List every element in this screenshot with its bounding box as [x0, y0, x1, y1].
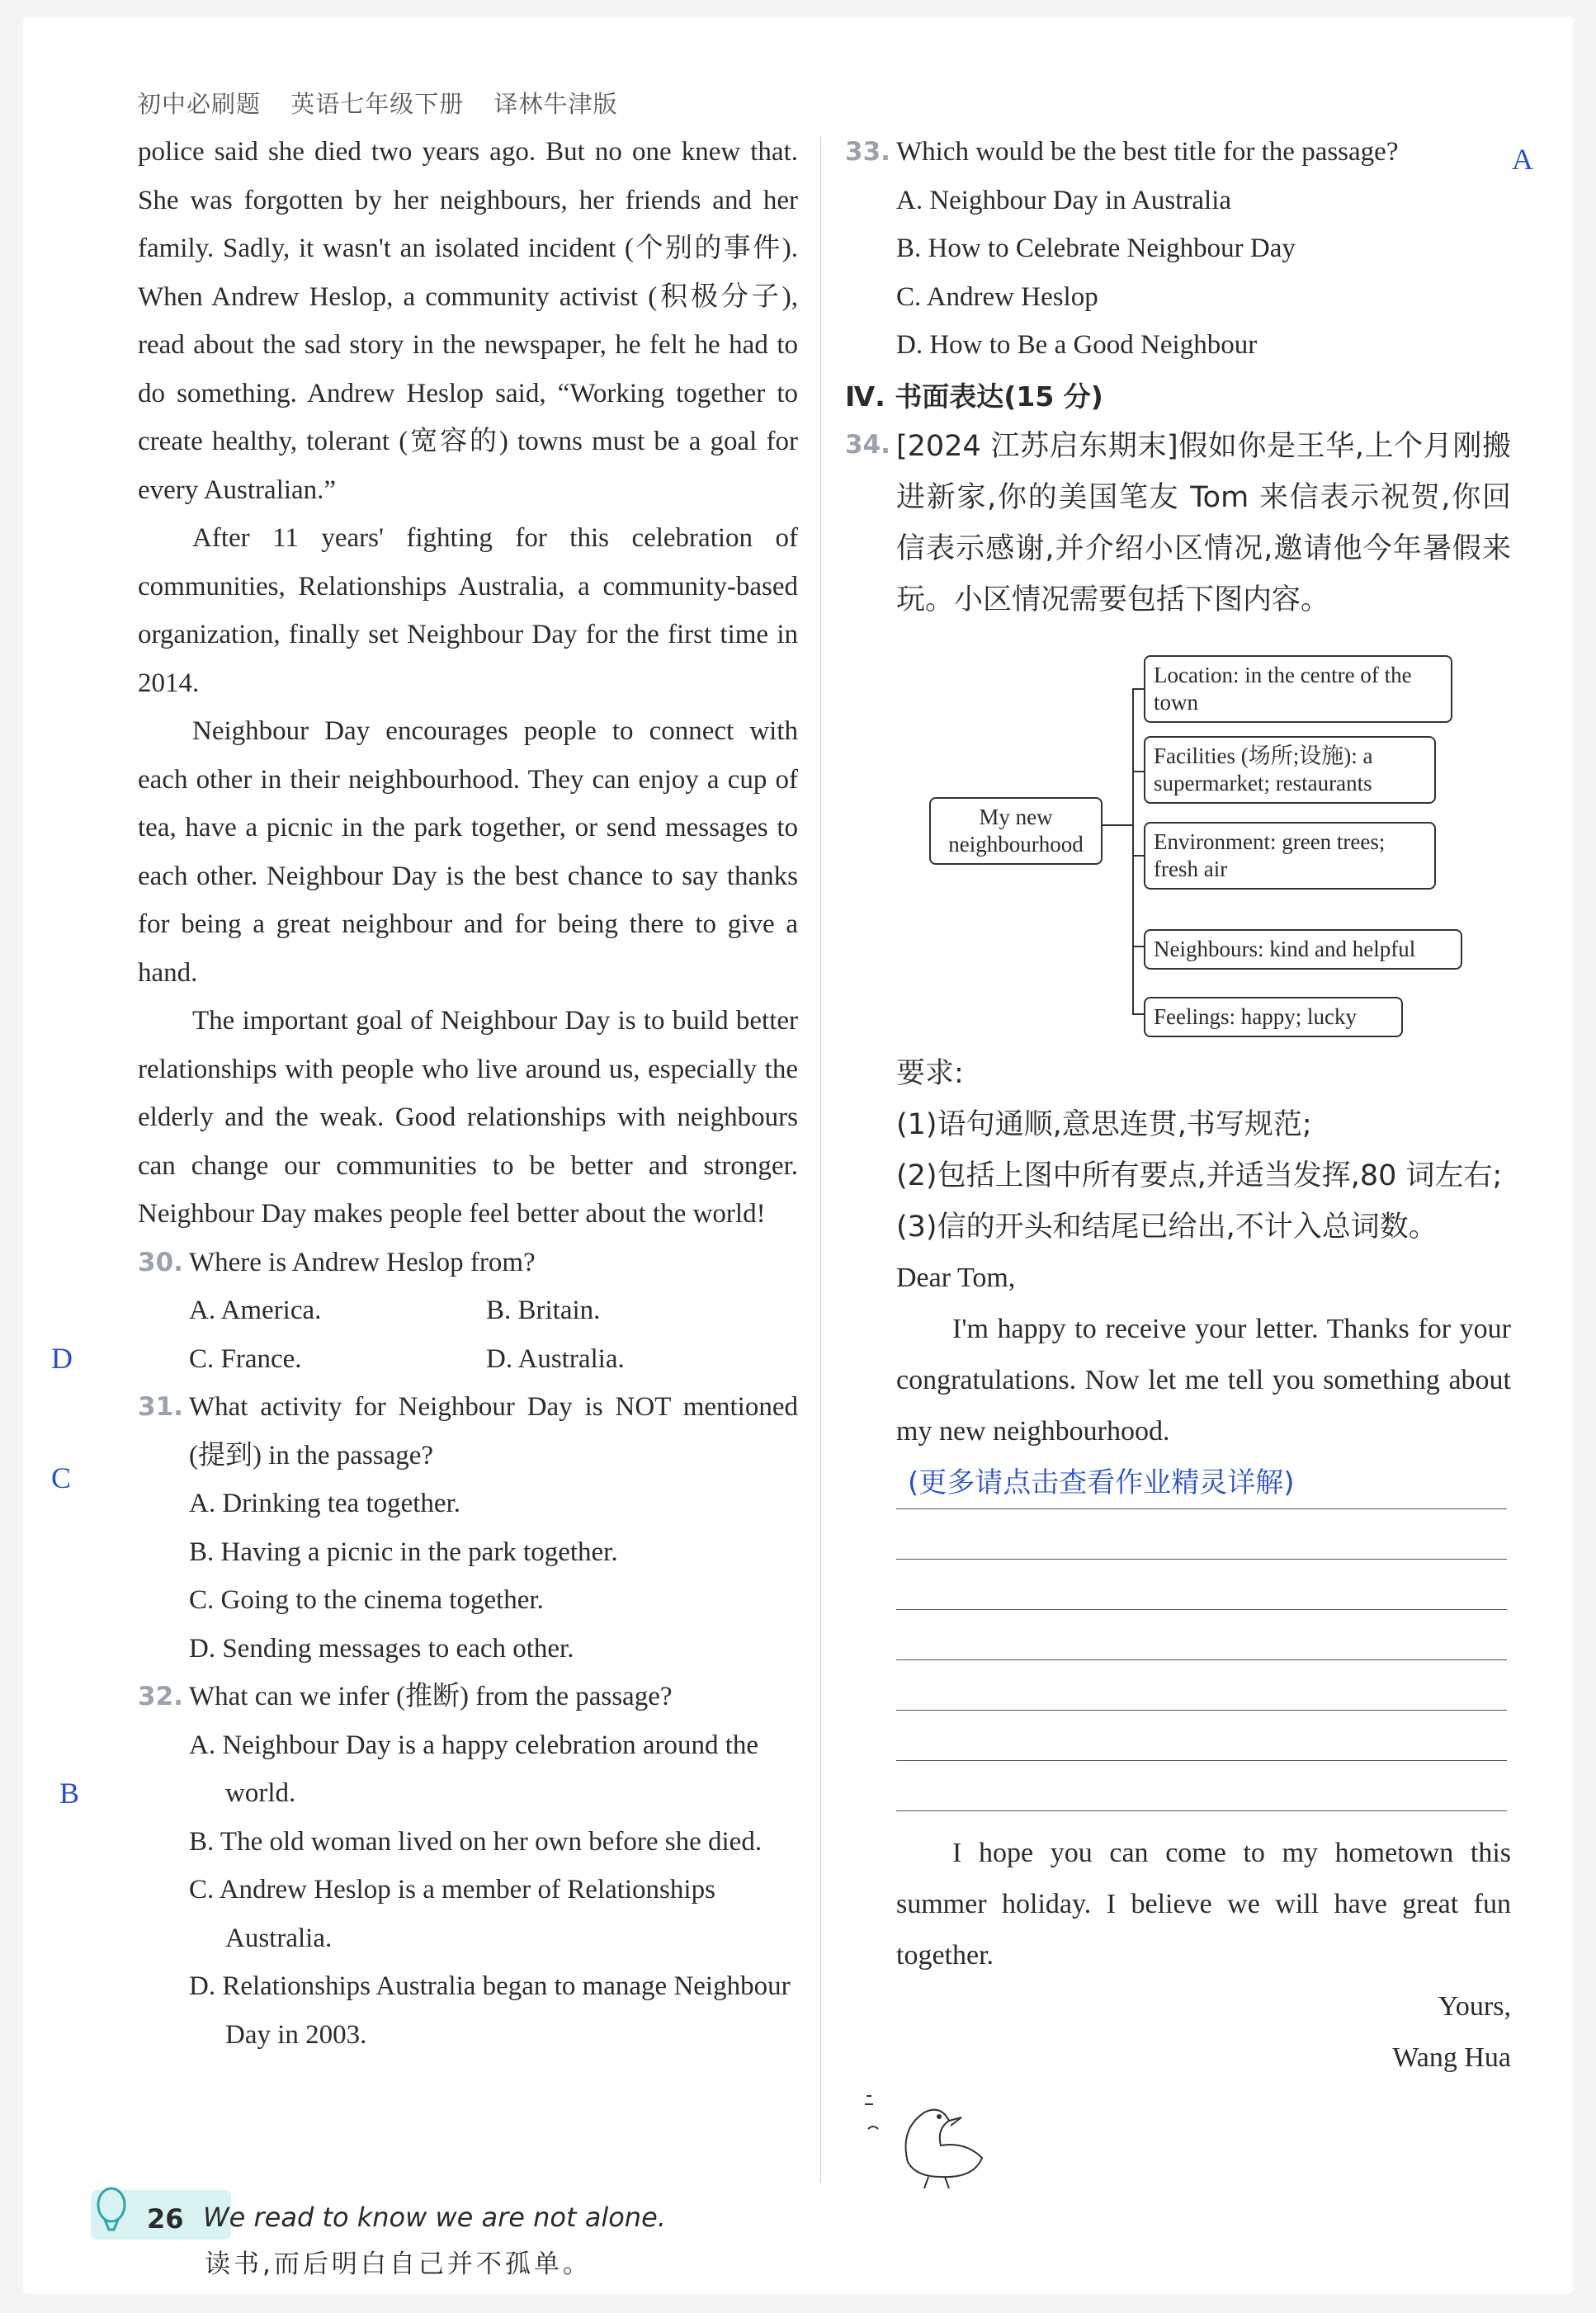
option-c: C. Andrew Heslop is a member of Relationships Australia.: [189, 1875, 715, 1953]
mindmap-feelings: Feelings: happy; lucky: [1144, 997, 1403, 1037]
header-edition: 译林牛津版: [493, 90, 618, 118]
question-number: 32.: [138, 1682, 183, 1711]
option-a: A. Neighbour Day in Australia: [896, 185, 1232, 215]
writing-line[interactable]: [896, 1810, 1507, 1811]
header-book: 英语七年级下册: [290, 90, 465, 118]
writing-line[interactable]: [896, 1508, 1507, 1509]
requirement-3: (3)信的开头和结尾已给出,不计入总词数。: [896, 1211, 1438, 1244]
writing-line[interactable]: [896, 1710, 1507, 1711]
balloon-icon: [92, 2187, 130, 2236]
question-33: [845, 128, 1511, 177]
right-column: [845, 128, 1511, 2084]
options-row: [189, 1286, 798, 1335]
page-header: [137, 86, 639, 120]
letter-closing: I hope you can come to my hometown this summer holiday. I believe we will have great fun together.: [896, 1838, 1511, 1971]
question-text: What activity for Neighbour Day is NOT mentioned (提到) in the passage?: [189, 1392, 798, 1470]
answer-30: D: [51, 1342, 73, 1375]
option-b: B. Having a picnic in the park together.: [189, 1536, 618, 1567]
letter-signoff: Yours,: [1438, 1991, 1511, 2022]
question-34: [845, 421, 1511, 625]
answer-31: C: [51, 1461, 72, 1494]
question-number: 30.: [138, 1247, 183, 1277]
option-b: B. The old woman lived on her own before she died.: [189, 1826, 763, 1857]
requirement-1: (1)语句通顺,意思连贯,书写规范;: [896, 1108, 1312, 1141]
letter-greeting: Dear Tom,: [896, 1263, 1016, 1293]
letter-signature: Wang Hua: [1392, 2042, 1511, 2073]
letter-opening: I'm happy to receive your letter. Thanks for your congratulations. Now let me tell you something about my new neighbourhood.: [896, 1314, 1511, 1447]
mindmap-facilities: Facilities (场所;设施): a supermarket; restaurants: [1144, 736, 1436, 804]
option-d: D. Sending messages to each other.: [189, 1633, 574, 1664]
footer-quote-cn: 读书,而后明白自己并不孤单。: [205, 2249, 592, 2279]
mindmap-location: Location: in the centre of the town: [1144, 655, 1452, 723]
requirements-title: 要求:: [896, 1057, 964, 1090]
section-title: Ⅳ. 书面表达(15 分): [845, 380, 1103, 413]
writing-line[interactable]: [896, 1559, 1507, 1560]
option-c: C. Going to the cinema together.: [189, 1585, 544, 1615]
answer-33: A: [1512, 143, 1533, 176]
question-text: Which would be the best title for the passage?: [896, 137, 1399, 167]
option-b: B. Britain.: [486, 1296, 601, 1325]
option-c: C. Andrew Heslop: [896, 281, 1098, 312]
writing-line[interactable]: [896, 1760, 1507, 1761]
option-a: A. America.: [189, 1296, 322, 1325]
question-number: 31.: [138, 1392, 183, 1422]
column-divider: [820, 136, 821, 2183]
question-number: 33.: [845, 137, 890, 167]
question-text: [2024 江苏启东期末]假如你是王华,上个月刚搬进新家,你的美国笔友 Tom 来信表示祝贺,你回信表示感谢,并介绍小区情况,邀请他今年暑假来玩。小区情况需要包括下图内容。: [896, 430, 1511, 616]
mindmap: [896, 640, 1511, 1028]
footer-quote-en: We read to know we are not alone.: [203, 2202, 666, 2233]
passage-paragraph-1: police said she died two years ago. But no one knew that. She was forgotten by her neighbours, her friends and her family. Sadly, it wasn't an isolated incident (个别的事件). When Andrew Heslop, a community activist (积极分子), read about the sad story in the newspaper, he felt he had to do something. Andrew Heslop said, “Working together to create healthy, tolerant (宽容的) towns must be a goal for every Australian.”: [138, 137, 798, 505]
option-b: B. How to Celebrate Neighbour Day: [896, 234, 1296, 263]
question-32: [138, 1673, 798, 1721]
answer-32: B: [59, 1777, 80, 1810]
requirement-2: (2)包括上图中所有要点,并适当发挥,80 词左右;: [896, 1159, 1503, 1192]
question-30: [138, 1239, 798, 1287]
option-d: D. How to Be a Good Neighbour: [896, 330, 1258, 360]
options-row: [189, 1335, 798, 1384]
mindmap-center: My new neighbourhood: [929, 797, 1103, 865]
writing-line[interactable]: [896, 1659, 1507, 1660]
header-series: 初中必刷题: [137, 90, 262, 118]
passage-paragraph-3: Neighbour Day encourages people to connect with each other in their neighbourhood. They can enjoy a cup of tea, have a picnic in the park together, or send messages to each other. Neighbour Day is the best chance to say thanks for being a great neighbour and for being there to give a hand.: [138, 716, 798, 988]
answer-detail-link[interactable]: (更多请点击查看作业精灵详解): [908, 1466, 1295, 1499]
option-d: D. Relationships Australia began to manage Neighbour Day in 2003.: [189, 1971, 791, 2050]
option-a: A. Drinking tea together.: [189, 1489, 461, 1518]
option-c: C. France.: [189, 1343, 302, 1374]
question-text: Where is Andrew Heslop from?: [189, 1247, 536, 1277]
goose-mascot-icon: [858, 2079, 1023, 2195]
left-column: [138, 128, 798, 2059]
page-number: 26: [147, 2203, 184, 2235]
mindmap-environment: Environment: green trees; fresh air: [1144, 822, 1436, 890]
option-d: D. Australia.: [486, 1343, 625, 1374]
passage-paragraph-4: The important goal of Neighbour Day is to build better relationships with people who live around us, especially the elderly and the weak. Good relationships with neighbours can change our communities to be better and stronger. Neighbour Day makes people feel better about the world!: [138, 1006, 798, 1229]
requirements: [896, 1048, 1511, 1253]
question-31: [138, 1383, 798, 1480]
letter: [896, 1253, 1511, 2084]
writing-line[interactable]: [896, 1609, 1507, 1610]
option-a: A. Neighbour Day is a happy celebration around the world.: [189, 1730, 759, 1808]
mindmap-neighbours: Neighbours: kind and helpful: [1144, 929, 1462, 970]
passage-paragraph-2: After 11 years' fighting for this celebration of communities, Relationships Australia, a community-based organization, finally set Neighbour Day for the first time in 2014.: [138, 523, 798, 698]
question-number: 34.: [845, 430, 890, 460]
question-text: What can we infer (推断) from the passage?: [189, 1682, 673, 1711]
